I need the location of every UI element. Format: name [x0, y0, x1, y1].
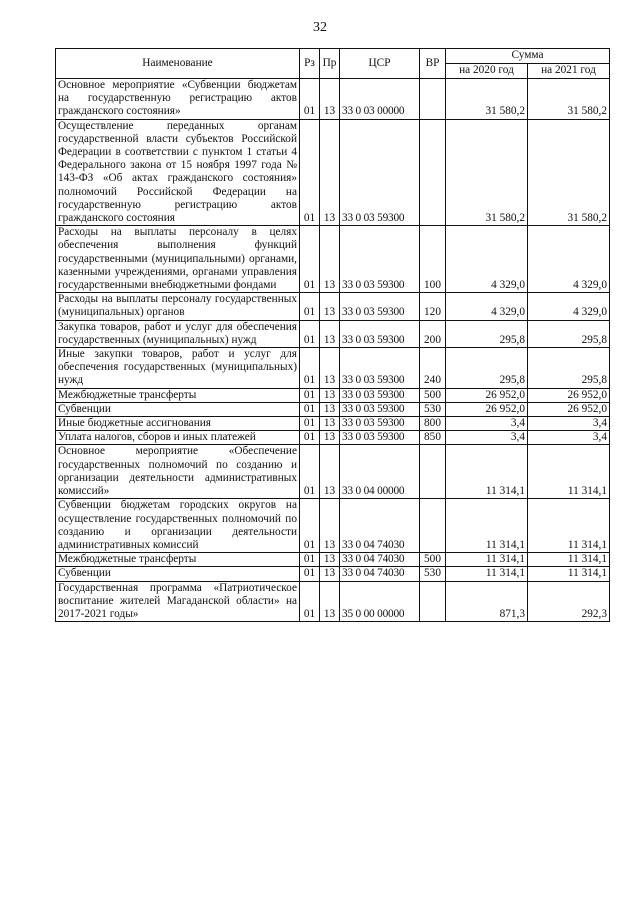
- table-row: [56, 348, 610, 389]
- row-rz: 01: [300, 553, 320, 567]
- row-amount-2021: 26 952,0: [528, 402, 610, 416]
- row-name: Государственная программа «Патриотическое воспитание жителей Магаданской области» на 2017-2021 годы»: [56, 581, 300, 622]
- row-vr: 500: [420, 553, 446, 567]
- row-amount-2021: 11 314,1: [528, 567, 610, 581]
- row-vr: 530: [420, 567, 446, 581]
- row-name: Иные закупки товаров, работ и услуг для обеспечения государственных (муниципальных) нужд: [56, 348, 300, 389]
- row-name: Субвенции: [56, 402, 300, 416]
- row-vr: [420, 581, 446, 622]
- row-rz: 01: [300, 445, 320, 499]
- row-pr: 13: [320, 293, 340, 320]
- header-csr: ЦСР: [340, 49, 420, 79]
- row-csr: 33 0 03 00000: [340, 79, 420, 120]
- row-vr: 200: [420, 320, 446, 347]
- row-amount-2021: 11 314,1: [528, 445, 610, 499]
- row-amount-2020: 11 314,1: [446, 553, 528, 567]
- table-row: [56, 402, 610, 416]
- row-rz: 01: [300, 567, 320, 581]
- table-row: [56, 293, 610, 320]
- row-amount-2021: 3,4: [528, 417, 610, 431]
- row-vr: 240: [420, 348, 446, 389]
- table-row: [56, 119, 610, 226]
- row-csr: 33 0 04 00000: [340, 445, 420, 499]
- row-rz: 01: [300, 293, 320, 320]
- budget-table: [55, 48, 610, 622]
- row-name: Основное мероприятие «Обеспечение государственных полномочий по созданию и организации деятельности административных комиссий»: [56, 445, 300, 499]
- row-amount-2020: 4 329,0: [446, 226, 528, 293]
- row-csr: 33 0 03 59300: [340, 226, 420, 293]
- row-amount-2020: 26 952,0: [446, 402, 528, 416]
- row-amount-2021: 295,8: [528, 320, 610, 347]
- header-vr: ВР: [420, 49, 446, 79]
- row-name: Субвенции бюджетам городских округов на осуществление государственных полномочий по созданию и организации деятельности административных комиссий: [56, 499, 300, 553]
- row-pr: 13: [320, 348, 340, 389]
- row-name: Субвенции: [56, 567, 300, 581]
- row-pr: 13: [320, 499, 340, 553]
- header-sum: Сумма: [446, 49, 610, 64]
- row-vr: 850: [420, 431, 446, 445]
- row-name: Уплата налогов, сборов и иных платежей: [56, 431, 300, 445]
- table-row: [56, 567, 610, 581]
- row-rz: 01: [300, 402, 320, 416]
- row-name: Иные бюджетные ассигнования: [56, 417, 300, 431]
- row-vr: 800: [420, 417, 446, 431]
- row-vr: 100: [420, 226, 446, 293]
- row-csr: 33 0 03 59300: [340, 320, 420, 347]
- row-rz: 01: [300, 320, 320, 347]
- row-rz: 01: [300, 348, 320, 389]
- row-name: Межбюджетные трансферты: [56, 553, 300, 567]
- row-pr: 13: [320, 320, 340, 347]
- row-vr: 500: [420, 388, 446, 402]
- row-amount-2020: 295,8: [446, 320, 528, 347]
- row-pr: 13: [320, 388, 340, 402]
- page-number: 32: [313, 20, 327, 35]
- row-csr: 33 0 03 59300: [340, 293, 420, 320]
- row-name: Осуществление переданных органам государственной власти субъектов Российской Федерации в соответствии с пунктом 1 статьи 4 Федерального закона от 15 ноября 1997 года № 143-ФЗ «Об актах гражданского состояния» полномочий Российской Федерации на государственную регистрацию актов гражданского состояния: [56, 119, 300, 226]
- row-name: Основное мероприятие «Субвенции бюджетам на государственную регистрацию актов гражданского состояния»: [56, 79, 300, 120]
- row-amount-2021: 4 329,0: [528, 293, 610, 320]
- row-rz: 01: [300, 79, 320, 120]
- row-csr: 33 0 03 59300: [340, 388, 420, 402]
- row-rz: 01: [300, 431, 320, 445]
- row-csr: 33 0 03 59300: [340, 417, 420, 431]
- header-pr: Пр: [320, 49, 340, 79]
- row-amount-2021: 11 314,1: [528, 499, 610, 553]
- row-amount-2020: 11 314,1: [446, 445, 528, 499]
- row-amount-2020: 3,4: [446, 431, 528, 445]
- row-rz: 01: [300, 499, 320, 553]
- row-pr: 13: [320, 226, 340, 293]
- row-rz: 01: [300, 581, 320, 622]
- row-name: Закупка товаров, работ и услуг для обеспечения государственных (муниципальных) нужд: [56, 320, 300, 347]
- row-pr: 13: [320, 119, 340, 226]
- row-vr: [420, 499, 446, 553]
- table-row: [56, 320, 610, 347]
- row-amount-2020: 3,4: [446, 417, 528, 431]
- row-rz: 01: [300, 226, 320, 293]
- row-amount-2020: 11 314,1: [446, 567, 528, 581]
- table-row: [56, 79, 610, 120]
- row-name: Межбюджетные трансферты: [56, 388, 300, 402]
- row-pr: 13: [320, 445, 340, 499]
- row-pr: 13: [320, 431, 340, 445]
- row-rz: 01: [300, 388, 320, 402]
- row-vr: 530: [420, 402, 446, 416]
- row-pr: 13: [320, 417, 340, 431]
- row-amount-2020: 31 580,2: [446, 119, 528, 226]
- row-amount-2020: 4 329,0: [446, 293, 528, 320]
- row-csr: 33 0 04 74030: [340, 553, 420, 567]
- table-row: [56, 417, 610, 431]
- header-row-top: [56, 49, 610, 64]
- header-2021: на 2021 год: [528, 64, 610, 79]
- row-amount-2021: 295,8: [528, 348, 610, 389]
- row-amount-2020: 871,3: [446, 581, 528, 622]
- row-name: Расходы на выплаты персоналу государственных (муниципальных) органов: [56, 293, 300, 320]
- header-name: Наименование: [56, 49, 300, 79]
- row-amount-2020: 26 952,0: [446, 388, 528, 402]
- row-amount-2021: 3,4: [528, 431, 610, 445]
- row-amount-2021: 31 580,2: [528, 79, 610, 120]
- row-amount-2020: 295,8: [446, 348, 528, 389]
- row-pr: 13: [320, 553, 340, 567]
- table-row: [56, 553, 610, 567]
- row-vr: [420, 79, 446, 120]
- row-amount-2021: 11 314,1: [528, 553, 610, 567]
- row-vr: 120: [420, 293, 446, 320]
- row-vr: [420, 119, 446, 226]
- row-rz: 01: [300, 417, 320, 431]
- table-row: [56, 445, 610, 499]
- row-csr: 33 0 04 74030: [340, 499, 420, 553]
- row-csr: 33 0 03 59300: [340, 431, 420, 445]
- row-pr: 13: [320, 79, 340, 120]
- row-csr: 33 0 04 74030: [340, 567, 420, 581]
- table-row: [56, 226, 610, 293]
- table-row: [56, 499, 610, 553]
- row-pr: 13: [320, 581, 340, 622]
- row-csr: 33 0 03 59300: [340, 348, 420, 389]
- row-csr: 35 0 00 00000: [340, 581, 420, 622]
- header-rz: Рз: [300, 49, 320, 79]
- row-amount-2020: 31 580,2: [446, 79, 528, 120]
- row-amount-2020: 11 314,1: [446, 499, 528, 553]
- row-csr: 33 0 03 59300: [340, 402, 420, 416]
- row-vr: [420, 445, 446, 499]
- row-amount-2021: 292,3: [528, 581, 610, 622]
- row-csr: 33 0 03 59300: [340, 119, 420, 226]
- row-amount-2021: 31 580,2: [528, 119, 610, 226]
- table-row: [56, 431, 610, 445]
- row-pr: 13: [320, 402, 340, 416]
- table-row: [56, 388, 610, 402]
- row-pr: 13: [320, 567, 340, 581]
- table-row: [56, 581, 610, 622]
- row-amount-2021: 4 329,0: [528, 226, 610, 293]
- row-name: Расходы на выплаты персоналу в целях обеспечения выполнения функций государственными (муниципальными) органами, казенными учреждениями, органами управления государственными внебюджетными фондами: [56, 226, 300, 293]
- row-amount-2021: 26 952,0: [528, 388, 610, 402]
- row-rz: 01: [300, 119, 320, 226]
- header-2020: на 2020 год: [446, 64, 528, 79]
